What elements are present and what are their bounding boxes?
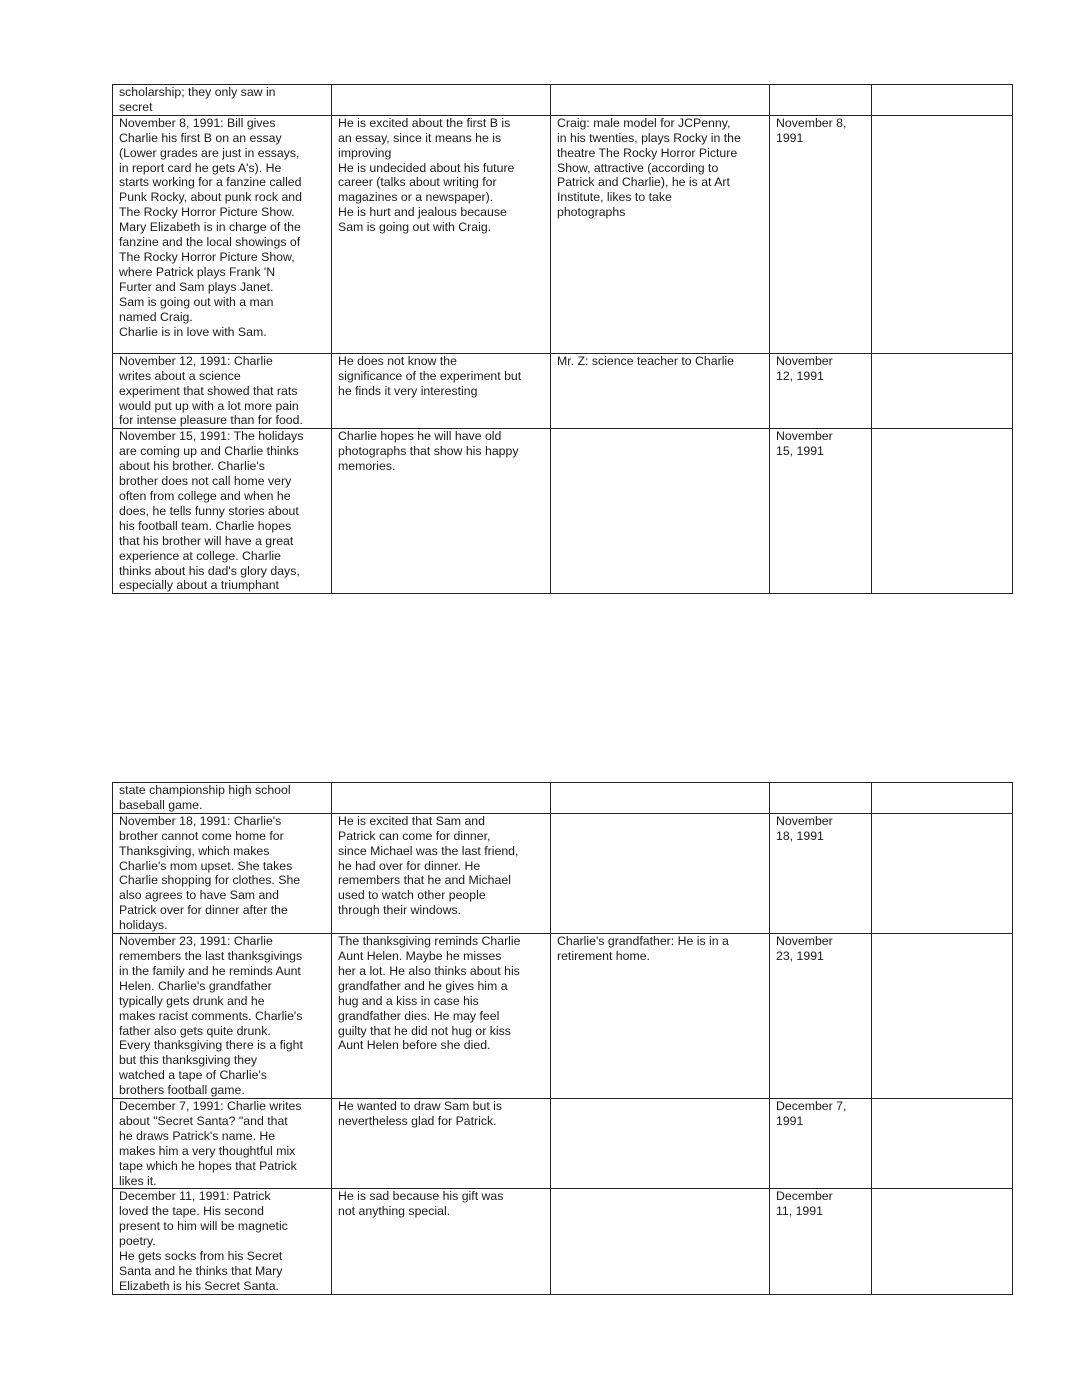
table-row (113, 783, 1013, 814)
characters-text: Charlie's grandfather: He is in a retirement home. (557, 934, 729, 963)
reaction-text: He wanted to draw Sam but is nevertheless glad for Patrick. (338, 1099, 503, 1128)
reaction-cell (332, 115, 551, 353)
summary-cell (113, 85, 332, 116)
date-text: November 23, 1991 (776, 934, 833, 963)
notes-table-top (112, 84, 1013, 594)
table-row (113, 85, 1013, 116)
extra-cell (872, 934, 1013, 1099)
table-row (113, 813, 1013, 933)
summary-cell (113, 813, 332, 933)
reaction-text: He is excited about the first B is an essay, since it means he is improving He is undecided about his future career (talks about writing for magazines or a newspaper). He is hurt and jealous because Sam is going out with Craig. (338, 115, 515, 235)
characters-cell (551, 783, 770, 814)
summary-text: November 23, 1991: Charlie remembers the last thanksgivings in the family and he reminds Aunt Helen. Charlie's grandfather typically gets drunk and he makes racist comments. Charlie's father also gets quite drunk. Every thanksgiving there is a fight but this thanksgiving they watched a tape of Charlie's brothers football game. (119, 934, 303, 1098)
table-row (113, 1189, 1013, 1294)
table-row (113, 115, 1013, 353)
characters-cell (551, 353, 770, 429)
characters-text: Craig: male model for JCPenny, in his twenties, plays Rocky in the theatre The Rocky Horror Picture Show, attractive (according to Patrick and Charlie), he is at Art Institute, likes to take photographs (557, 115, 741, 220)
characters-cell (551, 934, 770, 1099)
table-row (113, 429, 1013, 594)
reaction-text: Charlie hopes he will have old photographs that show his happy memories. (338, 429, 519, 474)
characters-cell (551, 429, 770, 594)
summary-cell (113, 429, 332, 594)
date-text: November 12, 1991 (776, 353, 833, 383)
summary-cell (113, 783, 332, 814)
date-text: November 8, 1991 (776, 115, 847, 145)
characters-cell (551, 1099, 770, 1189)
characters-text: Mr. Z: science teacher to Charlie (557, 353, 735, 368)
summary-cell (113, 353, 332, 429)
characters-cell (551, 813, 770, 933)
date-cell (770, 429, 872, 594)
summary-text: December 7, 1991: Charlie writes about "Secret Santa? "and that he draws Patrick's name. He makes him a very thoughtful mix tape which he hopes that Patrick likes it. (119, 1099, 302, 1188)
reaction-cell (332, 1099, 551, 1189)
summary-cell (113, 1189, 332, 1294)
summary-text: November 18, 1991: Charlie's brother cannot come home for Thanksgiving, which makes Charlie's mom upset. She takes Charlie shopping for clothes. She also agrees to have Sam and Patrick over for dinner after the holidays. (119, 813, 301, 933)
summary-cell (113, 115, 332, 353)
extra-cell (872, 115, 1013, 353)
extra-cell (872, 813, 1013, 933)
table-row (113, 353, 1013, 429)
reaction-cell (332, 85, 551, 116)
reaction-cell (332, 353, 551, 429)
date-cell (770, 813, 872, 933)
date-text: November 18, 1991 (776, 813, 833, 843)
summary-text: November 12, 1991: Charlie writes about a science experiment that showed that rats would put up with a lot more pain for intense pleasure than for food. (119, 353, 303, 428)
summary-text: November 15, 1991: The holidays are coming up and Charlie thinks about his brother. Charlie's brother does not call home very often from college and when he does, he tells funny stories about his football team. Charlie hopes that his brother will have a great experience at college. Charlie thinks about his dad's glory days, especially about a triumphant (119, 429, 304, 593)
table-row (113, 934, 1013, 1099)
summary-text: November 8, 1991: Bill gives Charlie his first B on an essay (Lower grades are just in essays, in report card he gets A's). He starts working for a fanzine called Punk Rocky, about punk rock and The Rocky Horror Picture Show. Mary Elizabeth is in charge of the fanzine and the local showings of The Rocky Horror Picture Show, where Patrick plays Frank 'N Furter and Sam plays Janet. Sam is going out with a man named Craig. Charlie is in love with Sam. (119, 115, 302, 339)
characters-cell (551, 1189, 770, 1294)
reaction-cell (332, 934, 551, 1099)
date-cell (770, 115, 872, 353)
date-text: November 15, 1991 (776, 429, 833, 459)
summary-cell (113, 934, 332, 1099)
reaction-cell (332, 783, 551, 814)
extra-cell (872, 1099, 1013, 1189)
date-cell (770, 934, 872, 1099)
date-cell (770, 353, 872, 429)
reaction-text: The thanksgiving reminds Charlie Aunt Helen. Maybe he misses her a lot. He also thinks about his grandfather and he gives him a hug and a kiss in case his grandfather dies. He may feel guilty that he did not hug or kiss Aunt Helen before she died. (338, 934, 521, 1053)
summary-text: state championship high school baseball game. (119, 783, 291, 812)
extra-cell (872, 429, 1013, 594)
reaction-text: He is excited that Sam and Patrick can come for dinner, since Michael was the last friend, he had over for dinner. He remembers that he and Michael used to watch other people through their windows. (338, 813, 519, 918)
date-cell (770, 85, 872, 116)
reaction-text: He does not know the significance of the experiment but he finds it very interesting (338, 353, 522, 398)
summary-text: scholarship; they only saw in secret (119, 85, 276, 114)
date-cell (770, 1189, 872, 1294)
summary-text: December 11, 1991: Patrick loved the tape. His second present to him will be magnetic poetry. He gets socks from his Secret Santa and he thinks that Mary Elizabeth is his Secret Santa. (119, 1189, 288, 1293)
date-cell (770, 783, 872, 814)
table-row (113, 1099, 1013, 1189)
reaction-cell (332, 813, 551, 933)
extra-cell (872, 1189, 1013, 1294)
notes-table-bottom (112, 782, 1013, 1295)
date-text: December 7, 1991 (776, 1099, 847, 1128)
summary-cell (113, 1099, 332, 1189)
date-text: December 11, 1991 (776, 1189, 833, 1219)
extra-cell (872, 85, 1013, 116)
reaction-text: He is sad because his gift was not anything special. (338, 1189, 504, 1219)
reaction-cell (332, 429, 551, 594)
characters-cell (551, 115, 770, 353)
extra-cell (872, 783, 1013, 814)
extra-cell (872, 353, 1013, 429)
reaction-cell (332, 1189, 551, 1294)
characters-cell (551, 85, 770, 116)
date-cell (770, 1099, 872, 1189)
